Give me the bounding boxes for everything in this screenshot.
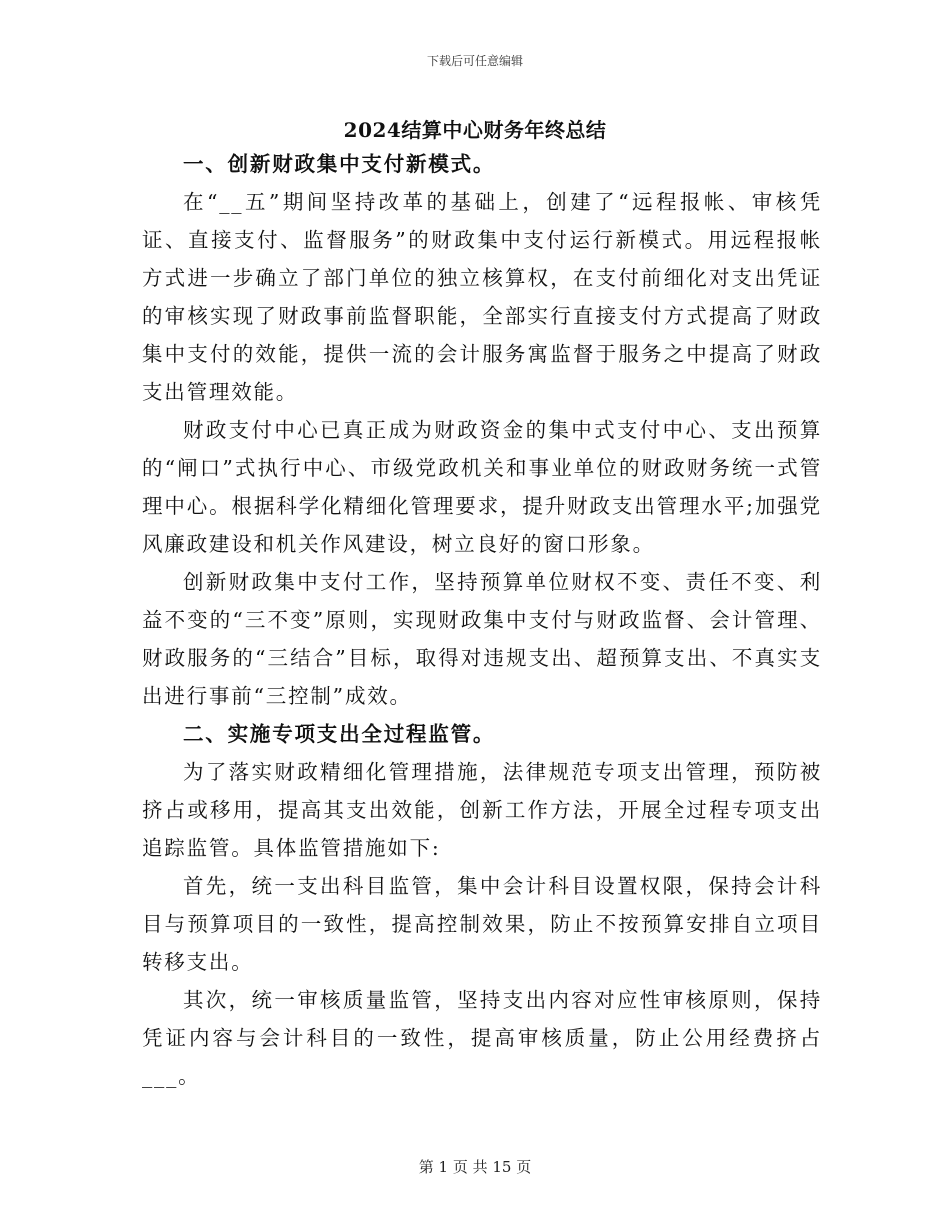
paragraph-3: 创新财政集中支付工作，坚持预算单位财权不变、责任不变、利益不变的“三不变”原则，实现财政集中支付与财政监督、会计管理、财政服务的“三结合”目标，取得对违规支出、超预算支出、不真实支出进行事前“三控制”成效。	[142, 570, 822, 708]
header-note: 下载后可任意编辑	[426, 54, 523, 68]
paragraph-5: 首先，统一支出科目监管，集中会计科目设置权限，保持会计科目与预算项目的一致性，提高控制效果，防止不按预算安排自立项目转移支出。	[142, 874, 822, 974]
paragraph-1: 在“__五”期间坚持改革的基础上，创建了“远程报帐、审核凭证、直接支付、监督服务”的财政集中支付运行新模式。用远程报帐方式进一步确立了部门单位的独立核算权，在支付前细化对支出凭证的审核实现了财政事前监督职能，全部实行直接支付方式提高了财政集中支付的效能，提供一流的会计服务寓监督于服务之中提高了财政支出管理效能。	[142, 190, 822, 404]
section-heading-1: 一、创新财政集中支付新模式。	[183, 152, 496, 176]
document-body	[142, 145, 822, 1095]
document-title: 2024结算中心财务年终总结	[343, 118, 607, 142]
paragraph-4: 为了落实财政精细化管理措施，法律规范专项支出管理，预防被挤占或移用，提高其支出效能，创新工作方法，开展全过程专项支出追踪监管。具体监管措施如下:	[142, 760, 822, 860]
paragraph-6: 其次，统一审核质量监管，坚持支出内容对应性审核原则，保持凭证内容与会计科目的一致性，提高审核质量，防止公用经费挤占___。	[142, 988, 822, 1088]
section-heading-2: 二、实施专项支出全过程监管。	[183, 722, 496, 746]
page-footer: 第 1 页 共 15 页	[418, 1158, 532, 1176]
paragraph-2: 财政支付中心已真正成为财政资金的集中式支付中心、支出预算的“闸口”式执行中心、市级党政机关和事业单位的财政财务统一式管理中心。根据科学化精细化管理要求，提升财政支出管理水平;加强党风廉政建设和机关作风建设，树立良好的窗口形象。	[142, 418, 822, 556]
